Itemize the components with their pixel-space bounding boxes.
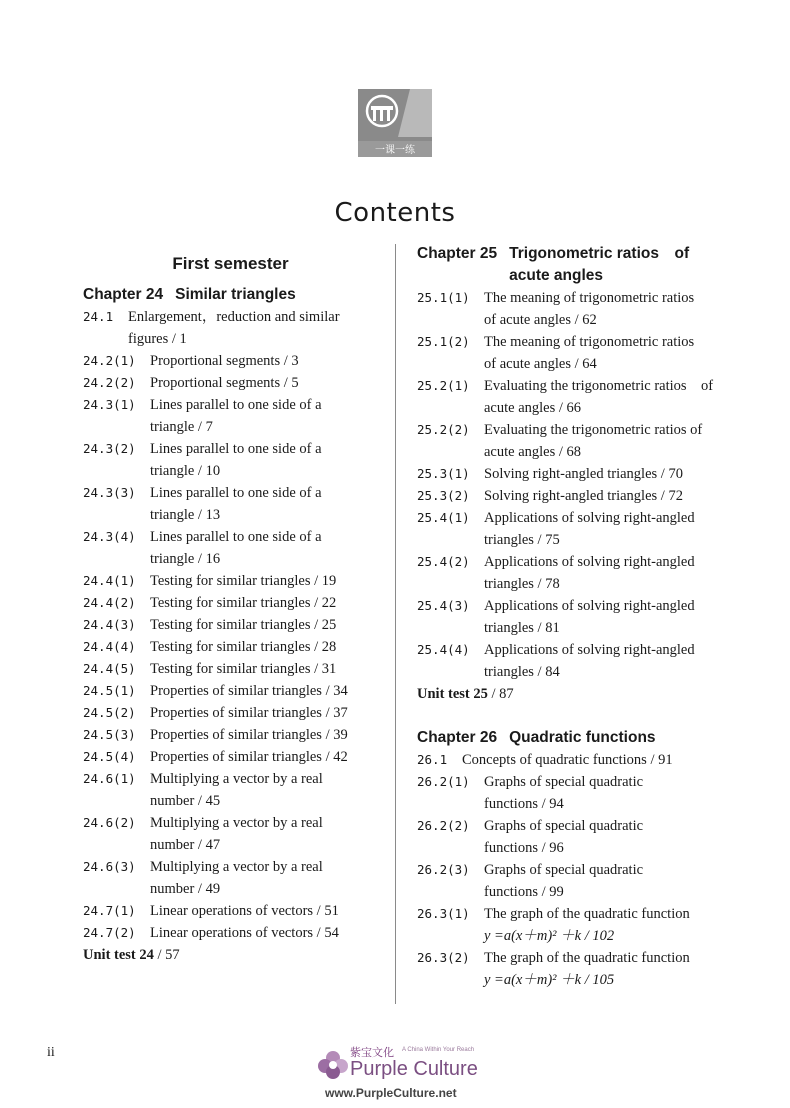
toc-entry-line: Properties of similar triangles / 42: [150, 749, 348, 765]
chapter-24-entries: [83, 306, 378, 944]
toc-entry-line: Lines parallel to one side of a: [150, 529, 322, 545]
toc-entry[interactable]: [417, 551, 717, 595]
toc-entry[interactable]: [417, 815, 717, 859]
toc-entry-line: The meaning of trigonometric ratios: [484, 290, 695, 306]
toc-entry[interactable]: [83, 702, 378, 724]
toc-entry-text: [150, 680, 378, 702]
toc-entry-line: Lines parallel to one side of a: [150, 397, 322, 413]
toc-entry-line: number / 45: [150, 793, 221, 809]
toc-entry[interactable]: [83, 922, 378, 944]
toc-entry-number: 24.7(2): [83, 925, 136, 940]
toc-entry-text: [462, 749, 717, 771]
toc-entry-line: y =a(x＋m)² ＋k / 102: [484, 928, 615, 944]
toc-entry[interactable]: [83, 658, 378, 680]
toc-entry-line: Testing for similar triangles / 22: [150, 595, 337, 611]
toc-entry-number: 24.5(1): [83, 683, 136, 698]
toc-entry-number: 25.3(2): [417, 488, 470, 503]
toc-entry-number: 25.2(1): [417, 378, 470, 393]
toc-entry-number: 25.4(1): [417, 510, 470, 525]
toc-entry-line: y =a(x＋m)² ＋k / 105: [484, 972, 615, 988]
toc-entry-line: Lines parallel to one side of a: [150, 441, 322, 457]
toc-entry-line: Evaluating the trigonometric ratios of: [484, 422, 703, 438]
toc-entry-text: [484, 287, 717, 331]
toc-entry-line: Graphs of special quadratic: [484, 862, 644, 878]
toc-entry-number: 24.7(1): [83, 903, 136, 918]
toc-entry-text: [150, 526, 378, 570]
watermark-url: www.PurpleCulture.net: [325, 1086, 457, 1100]
toc-entry-line: Solving right-angled triangles / 72: [484, 488, 683, 504]
toc-entry[interactable]: [417, 947, 717, 991]
toc-entry-line: Concepts of quadratic functions / 91: [462, 752, 673, 768]
toc-entry-text: [484, 375, 717, 419]
toc-entry-number: 24.6(2): [83, 815, 136, 830]
toc-entry[interactable]: [83, 306, 378, 350]
logo-caption: 一课一练: [375, 145, 415, 156]
toc-entry[interactable]: [417, 507, 717, 551]
chapter-title-wrap: [509, 243, 717, 287]
toc-entry-line: acute angles / 68: [484, 444, 582, 460]
toc-entry-line: functions / 94: [484, 796, 564, 812]
toc-entry[interactable]: [417, 463, 717, 485]
chapter-title: Quadratic functions: [509, 729, 656, 746]
toc-entry-text: [150, 900, 378, 922]
toc-entry-line: Linear operations of vectors / 54: [150, 925, 339, 941]
toc-entry[interactable]: [83, 900, 378, 922]
toc-entry-text: [150, 768, 378, 812]
toc-entry-line: The graph of the quadratic function: [484, 906, 690, 922]
book-logo: [358, 89, 432, 157]
page-number: ii: [47, 1045, 55, 1060]
chapter-24-heading: [83, 284, 378, 306]
toc-entry-line: Multiplying a vector by a real: [150, 771, 323, 787]
toc-entry-text: [484, 331, 717, 375]
toc-entry[interactable]: [83, 812, 378, 856]
toc-entry-text: [150, 746, 378, 768]
unit-test-25[interactable]: [417, 683, 717, 705]
toc-entry-line: Testing for similar triangles / 31: [150, 661, 337, 677]
chapter-title: Similar triangles: [175, 286, 296, 303]
toc-entry-text: [484, 551, 717, 595]
toc-entry-line: Multiplying a vector by a real: [150, 815, 323, 831]
toc-entry-text: [484, 507, 717, 551]
toc-entry-number: 24.4(3): [83, 617, 136, 632]
toc-entry-text: [484, 947, 717, 991]
toc-entry-line: of acute angles / 62: [484, 312, 597, 328]
toc-entry-number: 26.2(2): [417, 818, 470, 833]
toc-entry-number: 24.5(3): [83, 727, 136, 742]
chapter-25-heading: [417, 243, 717, 287]
page-title: Contents: [334, 198, 456, 228]
toc-entry[interactable]: [83, 746, 378, 768]
chapter-title-line2: acute angles: [509, 267, 604, 284]
toc-entry-text: [150, 592, 378, 614]
toc-entry-text: [150, 570, 378, 592]
toc-entry-text: [484, 463, 717, 485]
toc-entry-line: Proportional segments / 5: [150, 375, 299, 391]
toc-entry[interactable]: [83, 526, 378, 570]
toc-entry-line: number / 49: [150, 881, 221, 897]
toc-entry-text: [484, 419, 717, 463]
toc-entry-number: 24.4(1): [83, 573, 136, 588]
toc-entry[interactable]: [417, 749, 717, 771]
toc-entry[interactable]: [83, 724, 378, 746]
toc-entry-number: 24.4(4): [83, 639, 136, 654]
left-column: [83, 252, 378, 966]
toc-entry-text: [150, 482, 378, 526]
toc-entry-number: 24.3(2): [83, 441, 136, 456]
toc-entry-number: 26.3(1): [417, 906, 470, 921]
toc-entry[interactable]: [417, 771, 717, 815]
toc-entry-line: Applications of solving right-angled: [484, 598, 695, 614]
unit-test-label: Unit test 24: [83, 947, 154, 963]
toc-entry-line: Testing for similar triangles / 25: [150, 617, 337, 633]
purple-flower-icon: [316, 1044, 350, 1084]
toc-entry-line: Enlargement，reduction and similar: [128, 309, 340, 325]
chapter-25-entries: [417, 287, 717, 683]
toc-entry-line: Properties of similar triangles / 37: [150, 705, 348, 721]
toc-entry-line: acute angles / 66: [484, 400, 582, 416]
toc-entry-text: [128, 306, 378, 350]
toc-entry-number: 24.6(3): [83, 859, 136, 874]
toc-entry-text: [150, 702, 378, 724]
toc-entry[interactable]: [417, 287, 717, 331]
toc-entry-line: Proportional segments / 3: [150, 353, 299, 369]
toc-entry-number: 24.3(4): [83, 529, 136, 544]
toc-entry-text: [150, 922, 378, 944]
toc-entry-number: 25.1(2): [417, 334, 470, 349]
toc-entry-line: Testing for similar triangles / 19: [150, 573, 337, 589]
toc-entry-line: Properties of similar triangles / 34: [150, 683, 348, 699]
toc-entry-line: functions / 99: [484, 884, 564, 900]
toc-entry-text: [484, 903, 717, 947]
toc-entry-text: [150, 658, 378, 680]
toc-entry-number: 24.5(4): [83, 749, 136, 764]
toc-entry-number: 24.3(3): [83, 485, 136, 500]
toc-entry-number: 24.2(1): [83, 353, 136, 368]
toc-entry[interactable]: [83, 350, 378, 372]
toc-entry-text: [150, 636, 378, 658]
toc-entry-text: [150, 812, 378, 856]
watermark-chinese: 紫宝文化: [350, 1046, 394, 1059]
toc-entry-number: 24.4(2): [83, 595, 136, 610]
toc-entry-number: 26.2(3): [417, 862, 470, 877]
toc-entry-line: figures / 1: [128, 331, 187, 347]
toc-entry-text: [484, 815, 717, 859]
toc-entry[interactable]: [417, 375, 717, 419]
toc-entry-text: [484, 859, 717, 903]
right-column: [417, 243, 717, 991]
toc-entry[interactable]: [83, 768, 378, 812]
toc-entry-line: Solving right-angled triangles / 70: [484, 466, 683, 482]
toc-entry-text: [150, 372, 378, 394]
toc-entry-line: Lines parallel to one side of a: [150, 485, 322, 501]
toc-entry-line: The graph of the quadratic function: [484, 950, 690, 966]
toc-entry-text: [150, 724, 378, 746]
toc-entry-number: 24.6(1): [83, 771, 136, 786]
unit-test-label: Unit test 25: [417, 686, 488, 702]
toc-entry-text: [150, 394, 378, 438]
toc-entry-number: 25.4(4): [417, 642, 470, 657]
toc-entry-line: Applications of solving right-angled: [484, 554, 695, 570]
toc-entry[interactable]: [83, 856, 378, 900]
toc-entry-line: functions / 96: [484, 840, 564, 856]
toc-entry-line: Properties of similar triangles / 39: [150, 727, 348, 743]
chapter-number: Chapter 24: [83, 286, 164, 303]
toc-entry[interactable]: [83, 482, 378, 526]
toc-entry-line: Testing for similar triangles / 28: [150, 639, 337, 655]
toc-entry-text: [150, 856, 378, 900]
toc-entry-line: triangles / 81: [484, 620, 560, 636]
toc-entry[interactable]: [417, 903, 717, 947]
unit-test-24[interactable]: [83, 944, 378, 966]
toc-entry-number: 24.1: [83, 309, 114, 324]
toc-entry-number: 25.4(3): [417, 598, 470, 613]
toc-entry-line: Graphs of special quadratic: [484, 818, 644, 834]
chapter-title-line1: Trigonometric ratios of: [509, 245, 690, 262]
toc-entry[interactable]: [83, 570, 378, 592]
toc-entry-line: Linear operations of vectors / 51: [150, 903, 339, 919]
toc-entry[interactable]: [417, 639, 717, 683]
toc-entry-text: [484, 639, 717, 683]
toc-entry-line: triangles / 78: [484, 576, 560, 592]
toc-entry-line: triangle / 13: [150, 507, 221, 523]
toc-entry-number: 26.1: [417, 752, 448, 767]
toc-entry-number: 25.1(1): [417, 290, 470, 305]
toc-entry[interactable]: [83, 592, 378, 614]
toc-entry[interactable]: [417, 595, 717, 639]
toc-entry-line: Multiplying a vector by a real: [150, 859, 323, 875]
toc-entry-text: [484, 771, 717, 815]
toc-entry[interactable]: [83, 680, 378, 702]
toc-entry-line: of acute angles / 64: [484, 356, 597, 372]
unit-test-page: / 57: [153, 947, 180, 963]
toc-entry-line: Applications of solving right-angled: [484, 642, 695, 658]
toc-entry[interactable]: [83, 438, 378, 482]
chapter-26-heading: [417, 727, 717, 749]
toc-entry-number: 24.3(1): [83, 397, 136, 412]
toc-entry-text: [150, 350, 378, 372]
toc-entry-number: 26.3(2): [417, 950, 470, 965]
toc-entry-text: [150, 438, 378, 482]
toc-entry-number: 24.4(5): [83, 661, 136, 676]
toc-entry-line: Evaluating the trigonometric ratios of: [484, 378, 714, 394]
toc-entry-line: triangle / 10: [150, 463, 221, 479]
watermark-tagline: A China Within Your Reach: [402, 1047, 475, 1053]
chapter-number: Chapter 26: [417, 729, 498, 746]
column-divider: [395, 244, 396, 1004]
spacer: [417, 705, 717, 727]
toc-entry[interactable]: [83, 614, 378, 636]
chapter-number: Chapter 25: [417, 245, 498, 262]
toc-entry[interactable]: [417, 331, 717, 375]
toc-entry[interactable]: [417, 859, 717, 903]
toc-entry-line: Applications of solving right-angled: [484, 510, 695, 526]
toc-entry-number: 26.2(1): [417, 774, 470, 789]
toc-entry[interactable]: [417, 419, 717, 463]
toc-entry-line: Graphs of special quadratic: [484, 774, 644, 790]
toc-entry-number: 25.4(2): [417, 554, 470, 569]
toc-entry-line: triangles / 75: [484, 532, 560, 548]
toc-entry-text: [484, 595, 717, 639]
toc-entry-line: triangle / 16: [150, 551, 221, 567]
toc-entry[interactable]: [83, 636, 378, 658]
toc-entry-line: triangle / 7: [150, 419, 213, 435]
watermark-brand: Purple Culture: [350, 1058, 478, 1080]
toc-entry-text: [150, 614, 378, 636]
toc-entry[interactable]: [417, 485, 717, 507]
toc-entry-line: triangles / 84: [484, 664, 560, 680]
toc-entry-number: 24.2(2): [83, 375, 136, 390]
toc-entry-line: number / 47: [150, 837, 221, 853]
toc-entry[interactable]: [83, 372, 378, 394]
toc-entry-number: 24.5(2): [83, 705, 136, 720]
toc-entry[interactable]: [83, 394, 378, 438]
chapter-26-entries: [417, 749, 717, 991]
semester-heading: First semester: [172, 254, 289, 273]
toc-entry-number: 25.2(2): [417, 422, 470, 437]
toc-entry-text: [484, 485, 717, 507]
toc-entry-number: 25.3(1): [417, 466, 470, 481]
unit-test-page: / 87: [487, 686, 514, 702]
toc-entry-line: The meaning of trigonometric ratios: [484, 334, 695, 350]
